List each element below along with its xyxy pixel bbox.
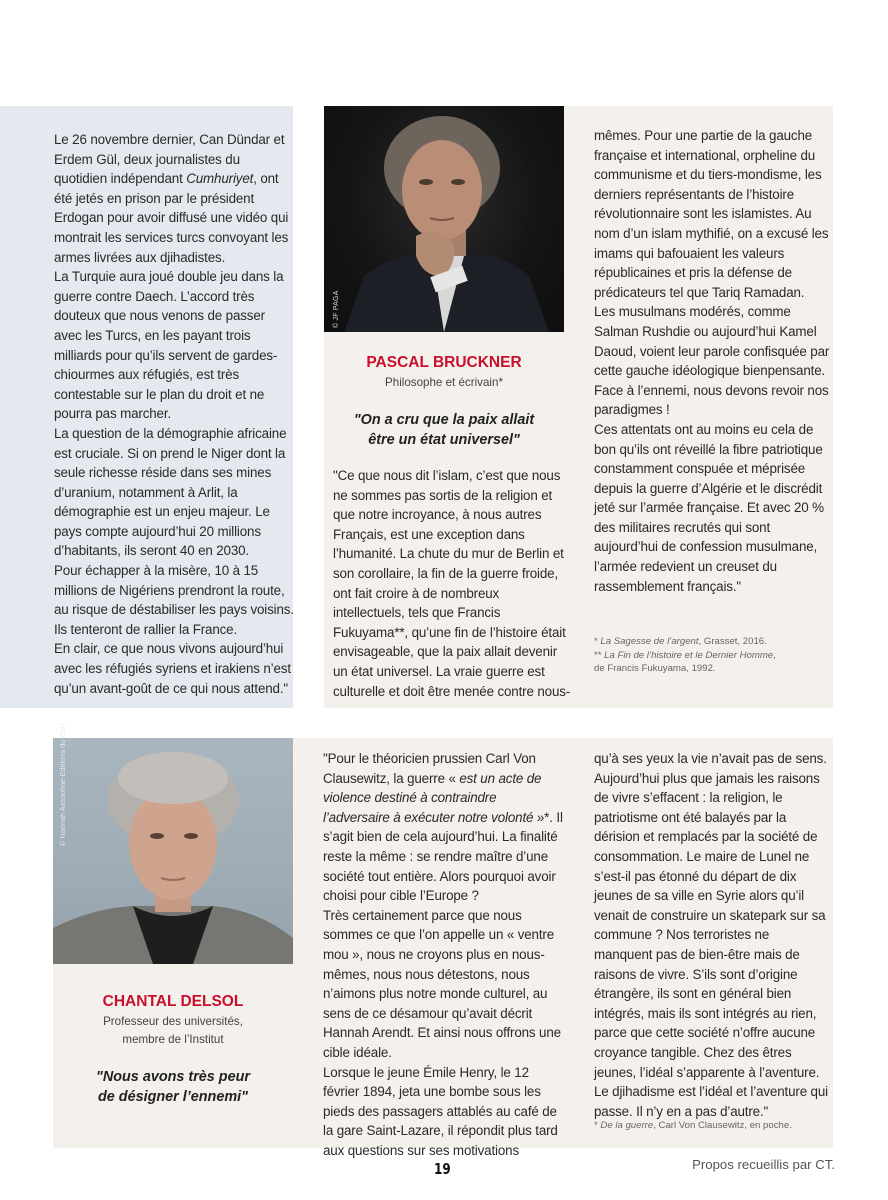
- quote-line: être un état universel": [368, 432, 520, 448]
- delsol-body-mid: [323, 749, 563, 1160]
- paragraph: qu’à ses yeux la vie n’avait pas de sens. Aujourd’hui plus que jamais les raisons de vivre s’effacent : la religion, le patriotisme ont été balayés par la dérision et remplacés par la société de consommation. Le maire de Lunel ne s’est-il pas étonné du départ de dix jeunes de sa ville en Syrie alors qu’il venait de construire un skatepark sur sa commune ? Nos terroristes ne manquent pas de bien-être mais de raisons de vivre. S’ils sont d’origine étrangère, ils sont en général bien intégrés, mais ils sont intégrés au rien, parce que cette société n’offre aucune croyance tangible. Chez des êtres jeunes, l’idéal s’apparente à l’aventure. Le djihadisme est l’idéal et l’aventure qui passe. Il n’y en a pas d’autre.": [594, 751, 828, 1119]
- person-name: CHANTAL DELSOL: [102, 993, 244, 1010]
- paragraph: [323, 749, 563, 906]
- footnote-text: de Francis Fukuyama, 1992.: [594, 663, 716, 675]
- footnote-title: De la guerre: [600, 1120, 654, 1131]
- paragraph: La Turquie aura joué double jeu dans la guerre contre Daech. L’accord très douteux que nous venons de passer avec les Turcs, en les payant trois milliards pour qu’ils servent de gardes-chiourmes aux réfugiés, est très contestable sur le plan du droit et ne pourra pas marcher.: [54, 269, 284, 422]
- bruckner-header: [324, 354, 564, 450]
- bruckner-body-right: [594, 126, 830, 596]
- person-role: Philosophe et écrivain*: [385, 376, 503, 389]
- portrait-man-icon: [324, 106, 564, 332]
- footnote-text: , Carl Von Clausewitz, en poche.: [653, 1120, 792, 1131]
- paragraph: Pour échapper à la misère, 10 à 15 millions de Nigériens prendront la route, au risque de déstabiliser les pays voisins. Ils tenteront de rallier la France.: [54, 563, 294, 637]
- paragraph: La question de la démographie africaine est cruciale. Si on prend le Niger dont la seule richesse réside dans ses mines d’uranium, notamment à Arlit, la démographie est un enjeu majeur. Le pays compte aujourd’hui 20 millions d’habitants, ils seront 40 en 2030.: [54, 425, 287, 559]
- bruckner-body-mid: [333, 466, 573, 701]
- footnote-title: La Sagesse de l’argent: [600, 636, 699, 647]
- paragraph: Très certainement parce que nous sommes ce que l’on appelle un « ventre mou », nous ne croyons plus en nous-mêmes, nous nous détestons, nous n’aimons plus notre monde culturel, au sens de ce désamour qu’avait décrit Hannah Arendt. Et ainsi nous offrons une cible idéale.: [323, 907, 561, 1060]
- role-line: Professeur des universités,: [103, 1015, 243, 1028]
- headline-quote: [53, 1067, 293, 1107]
- paragraph: "Ce que nous dit l’islam, c’est que nous ne sommes pas sortis de la religion et que notre incroyance, à nous autres Français, est une exception dans l’humanité. La chute du mur de Berlin et son corollaire, la fin de la guerre froide, ont fait croire à de nombreux intellectuels, tels que Francis Fukuyama**, qu’une fin de l’histoire était envisageable, que la paix allait devenir un état universel. La vraie guerre est culturelle et doit être menée contre nous-: [333, 468, 571, 699]
- text-run: , ont été jetés en prison par le président Erdogan pour avoir diffusé une vidéo qui montrait les services turcs convoyant les armes livrées aux djihadistes.: [54, 171, 289, 265]
- footnote-title: La Fin de l’histoire et le Dernier Homme: [604, 649, 774, 661]
- footnote-marker: **: [594, 649, 605, 661]
- page-number: 19: [434, 1160, 451, 1178]
- footnote: [594, 649, 830, 663]
- portrait-woman-icon: [53, 738, 293, 964]
- delsol-photo: [53, 738, 293, 964]
- quote-line: "On a cru que la paix allait: [353, 412, 535, 428]
- paragraph: Face à l’ennemi, nous devons revoir nos paradigmes !: [594, 382, 829, 418]
- delsol-footnote: [594, 1119, 830, 1133]
- bruckner-footnotes: [594, 635, 830, 676]
- photo-credit: © Hannah Assouline-Editions du Cerf: [60, 723, 67, 846]
- interview-credits: Propos recueillis par CT.: [692, 1157, 835, 1172]
- paragraph: mêmes. Pour une partie de la gauche française et international, orpheline du communisme et du tiers-mondisme, les derniers représentants de l’histoire révolutionnaire sont les islamistes. Au nom d’un islam mythifié, on a excusé les imams qui bafouaient les valeurs républicaines et pris la défense de prédicateurs tel que Tariq Ramadan.: [594, 128, 829, 300]
- footnote-text: , Grasset, 2016.: [698, 636, 767, 647]
- delsol-body-right: [594, 749, 830, 1121]
- quote-line: de désigner l’ennemi": [98, 1089, 248, 1105]
- newspaper-name: Cumhuriyet: [186, 171, 254, 187]
- headline-quote: [324, 410, 564, 450]
- text-run: »*. Il s’agit bien de cela aujourd’hui. La finalité reste la même : se rendre maître d’une société tout entière. Alors pourquoi avoir choisi pour cible l’Europe ?: [323, 809, 563, 904]
- left-column-text: [54, 130, 294, 698]
- role-line: membre de l’Institut: [122, 1033, 224, 1046]
- photo-credit: © JF PAGA: [333, 290, 340, 328]
- text-run: Le 26 novembre dernier, Can Dündar et Erdem Gül, deux journalistes du quotidien indépendant: [54, 132, 285, 187]
- text-run: "Pour le théoricien prussien Carl Von Clausewitz, la guerre «: [323, 751, 536, 786]
- bruckner-photo: [324, 106, 564, 332]
- paragraph: [54, 130, 294, 267]
- paragraph: En clair, ce que nous vivons aujourd’hui avec les réfugiés syriens et irakiens n’est qu’un avant-goût de ce qui nous attend.": [54, 641, 291, 696]
- footnote-marker: *: [594, 636, 601, 647]
- delsol-header: [53, 993, 293, 1107]
- person-role: [53, 1013, 293, 1049]
- footnote: [594, 662, 830, 676]
- quote-line: "Nous avons très peur: [96, 1069, 250, 1085]
- footnote: [594, 635, 830, 649]
- footnote-text: ,: [773, 649, 776, 661]
- paragraph: Les musulmans modérés, comme Salman Rushdie ou aujourd’hui Kamel Daoud, voient leur parole confisquée par cette gauche idéologique bienpensante.: [594, 304, 830, 379]
- clausewitz-quote: est un acte de violence destiné à contraindre l’adversaire à exécuter notre volonté: [323, 770, 542, 825]
- paragraph: Ces attentats ont au moins eu cela de bon qu’ils ont réveillé la fibre patriotique constamment conspuée et méprisée depuis la guerre d’Algérie et le discrédit jeté sur l’armée française. Et avec 20 % des militaires recrutés qui sont aujourd’hui de confession musulmane, l’armée redevient un creuset du rassemblement français.": [594, 421, 824, 594]
- footnote-marker: *: [594, 1120, 601, 1131]
- person-name: PASCAL BRUCKNER: [366, 354, 522, 371]
- paragraph: Lorsque le jeune Émile Henry, le 12 février 1894, jeta une bombe sous les pieds des passagers attablés au café de la gare Saint-Lazare, il répondit plus tard aux questions sur ses motivations: [323, 1064, 558, 1158]
